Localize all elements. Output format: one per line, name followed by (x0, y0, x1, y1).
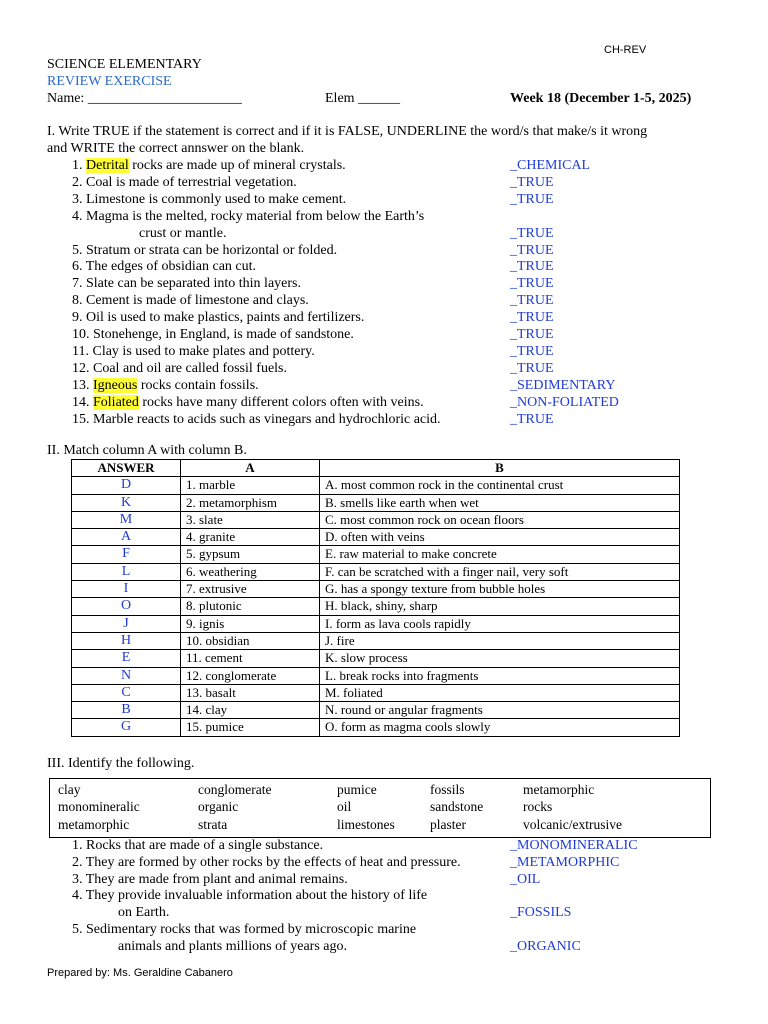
table-row (72, 684, 680, 701)
identify-question: 3. They are made from plant and animal remains. (72, 871, 348, 887)
column-b-cell: I. form as lava cools rapidly (320, 615, 680, 632)
question-number: 2. (72, 174, 86, 190)
column-b-cell: B. smells like earth when wet (320, 494, 680, 511)
column-a-cell: 10. obsidian (181, 632, 320, 649)
column-b-cell: K. slow process (320, 650, 680, 667)
answer-cell: M (72, 511, 181, 528)
table-row (72, 511, 680, 528)
answer-text: _ORGANIC (510, 938, 581, 954)
answer-text: _TRUE (510, 225, 554, 241)
answer-text: _TRUE (510, 174, 554, 190)
question-number: 11. (72, 343, 93, 359)
word-bank-word: pumice (337, 782, 377, 797)
column-a-cell: 7. extrusive (181, 581, 320, 598)
column-b-cell: O. form as magma cools slowly (320, 719, 680, 736)
word-bank-word: sandstone (430, 799, 484, 815)
answer-text: _SEDIMENTARY (510, 377, 616, 393)
question-text: The edges of obsidian can cut. (85, 259, 257, 275)
question-text: Oil is used to make plastics, paints and fertilizers. (86, 310, 365, 326)
question-item (72, 378, 259, 394)
word-bank-word: strata (198, 816, 228, 832)
column-a-cell: 15. pumice (181, 719, 320, 736)
question-text: rocks are made up of mineral crystals. (128, 158, 346, 173)
question-text: Limestone is commonly used to make cement. (86, 191, 347, 207)
answer-text: _MONOMINERALIC (510, 838, 638, 853)
part1-instruction-line2: and WRITE the correct annswer on the blank. (47, 141, 305, 156)
question-text: Magma is the melted, rocky material from below the Earth’s (86, 208, 425, 224)
question-item (72, 259, 256, 275)
answer-text: _TRUE (510, 327, 554, 342)
word-bank-word: rocks (523, 799, 553, 815)
column-b-cell: E. raw material to make concrete (320, 546, 680, 563)
word-bank-word: plaster (430, 816, 466, 832)
word-bank-word: metamorphic (58, 816, 130, 832)
question-number: 12. (72, 360, 93, 376)
column-a-cell: 11. cement (181, 650, 320, 667)
answer-cell: K (72, 494, 181, 511)
question-text: Cement is made of limestone and clays. (86, 293, 309, 309)
week-label: Week 18 (December 1-5, 2025) (510, 91, 692, 106)
answer-cell: E (72, 650, 181, 667)
table-row (72, 667, 680, 684)
question-number: 7. (72, 276, 86, 292)
question-item (72, 192, 346, 208)
answer-text: _TRUE (510, 310, 554, 326)
column-b-cell: J. fire (320, 632, 680, 649)
question-text: Clay is used to make plates and pottery. (92, 343, 315, 359)
part1-instruction-line1: I. Write TRUE if the statement is correct and if it is FALSE, UNDERLINE the word/s that make/s it wrong (47, 124, 648, 139)
word-bank-word: monomineralic (58, 799, 140, 815)
table-row (72, 563, 680, 580)
table-row (72, 477, 680, 494)
word-bank-word: conglomerate (198, 782, 272, 797)
question-number: 4. (72, 208, 86, 224)
answer-text: _TRUE (510, 242, 554, 258)
column-a-cell: 12. conglomerate (181, 667, 320, 684)
elem-label: Elem ______ (325, 91, 401, 106)
column-b-cell: M. foliated (320, 684, 680, 701)
header-b: B (320, 460, 680, 477)
header-a: A (181, 460, 320, 477)
identify-question: 4. They provide invaluable information about the history of life (72, 888, 428, 904)
answer-cell: O (72, 598, 181, 615)
question-text: Marble reacts to acids such as vinegars and hydrochloric acid. (93, 411, 441, 427)
column-a-cell: 13. basalt (181, 684, 320, 701)
column-a-cell: 6. weathering (181, 563, 320, 580)
answer-text: _FOSSILS (510, 905, 572, 921)
answer-text: _CHEMICAL (510, 158, 591, 173)
table-row (72, 529, 680, 546)
table-row (72, 719, 680, 736)
prepared-by: Prepared by: Ms. Geraldine Cabanero (47, 967, 233, 979)
question-continuation: on Earth. (118, 905, 170, 921)
question-item (72, 293, 309, 309)
question-item (72, 361, 287, 377)
table-header-row (72, 460, 680, 477)
column-a-cell: 4. granite (181, 529, 320, 546)
table-row (72, 632, 680, 649)
header-answer: ANSWER (72, 460, 181, 477)
word-bank-word: oil (337, 799, 352, 815)
question-item (72, 276, 301, 292)
highlighted-word: Detrital (86, 158, 129, 173)
answer-text: _TRUE (510, 343, 554, 359)
answer-cell: H (72, 632, 181, 649)
answer-cell: C (72, 684, 181, 701)
question-text: rocks have many different colors often with veins. (138, 394, 424, 410)
question-number: 9. (72, 310, 86, 326)
identify-question: 1. Rocks that are made of a single substance. (72, 838, 324, 853)
table-row (72, 494, 680, 511)
question-continuation: animals and plants millions of years ago. (118, 938, 348, 954)
question-number: 8. (72, 293, 86, 309)
question-item (72, 209, 424, 225)
subject-title: SCIENCE ELEMENTARY (47, 57, 202, 72)
word-bank-word: clay (58, 782, 81, 797)
highlighted-word: Foliated (93, 394, 139, 410)
column-a-cell: 8. plutonic (181, 598, 320, 615)
column-b-cell: G. has a spongy texture from bubble holes (320, 581, 680, 598)
word-bank-word: volcanic/extrusive (523, 816, 622, 832)
column-a-cell: 5. gypsum (181, 546, 320, 563)
column-a-cell: 9. ignis (181, 615, 320, 632)
table-row (72, 546, 680, 563)
question-text: rocks contain fossils. (137, 377, 259, 393)
question-number: 14. (72, 394, 93, 410)
answer-cell: F (72, 546, 181, 563)
question-item (72, 243, 337, 259)
question-number: 6. (72, 259, 86, 275)
word-bank-word: limestones (337, 816, 395, 832)
answer-cell: N (72, 667, 181, 684)
table-row (72, 581, 680, 598)
answer-cell: B (72, 702, 181, 719)
table-row (72, 598, 680, 615)
answer-cell: A (72, 529, 181, 546)
question-text: Stonehenge, in England, is made of sandstone. (93, 327, 354, 342)
question-continuation: crust or mantle. (139, 225, 227, 241)
word-bank-word: fossils (430, 782, 465, 797)
question-item (72, 344, 315, 360)
column-b-cell: C. most common rock on ocean floors (320, 511, 680, 528)
column-b-cell: A. most common rock in the continental crust (320, 477, 680, 494)
answer-text: _TRUE (510, 276, 554, 292)
column-a-cell: 14. clay (181, 702, 320, 719)
part2-instruction: II. Match column A with column B. (47, 443, 247, 458)
question-text: Coal and oil are called fossil fuels. (93, 360, 287, 376)
answer-text: _TRUE (510, 360, 554, 376)
answer-text: _METAMORPHIC (510, 854, 620, 870)
answer-cell: J (72, 615, 181, 632)
question-item (72, 310, 364, 326)
question-item (72, 412, 441, 428)
answer-cell: G (72, 719, 181, 736)
answer-cell: L (72, 563, 181, 580)
column-a-cell: 3. slate (181, 511, 320, 528)
question-text: Coal is made of terrestrial vegetation. (86, 174, 297, 190)
question-number: 10. (72, 327, 93, 342)
column-b-cell: N. round or angular fragments (320, 702, 680, 719)
column-a-cell: 1. marble (181, 477, 320, 494)
word-bank-word: metamorphic (523, 782, 595, 797)
document-code: CH-REV (604, 44, 647, 56)
question-number: 13. (72, 377, 93, 393)
question-item (72, 395, 424, 411)
page-title: REVIEW EXERCISE (47, 74, 172, 89)
answer-cell: I (72, 581, 181, 598)
identify-question: 5. Sedimentary rocks that was formed by microscopic marine (72, 922, 417, 937)
question-number: 5. (72, 242, 86, 258)
identify-question: 2. They are formed by other rocks by the effects of heat and pressure. (72, 854, 461, 870)
question-number: 1. (72, 158, 86, 173)
column-b-cell: F. can be scratched with a finger nail, very soft (320, 563, 680, 580)
answer-text: _TRUE (510, 191, 554, 207)
question-number: 3. (72, 191, 86, 207)
column-b-cell: D. often with veins (320, 529, 680, 546)
question-item (72, 327, 354, 343)
column-b-cell: L. break rocks into fragments (320, 667, 680, 684)
answer-text: _OIL (510, 871, 541, 887)
table-row (72, 615, 680, 632)
question-item (72, 158, 346, 174)
table-row (72, 650, 680, 667)
name-label: Name: ______________________ (47, 91, 242, 106)
part3-instruction: III. Identify the following. (47, 756, 195, 771)
matching-table (71, 459, 680, 737)
answer-cell: D (72, 477, 181, 494)
question-text: Stratum or strata can be horizontal or folded. (86, 242, 338, 258)
answer-text: _TRUE (510, 259, 554, 275)
answer-text: _TRUE (510, 293, 554, 309)
answer-text: _NON-FOLIATED (510, 394, 619, 410)
question-number: 15. (72, 411, 93, 427)
question-item (72, 175, 297, 191)
column-a-cell: 2. metamorphism (181, 494, 320, 511)
column-b-cell: H. black, shiny, sharp (320, 598, 680, 615)
highlighted-word: Igneous (93, 377, 138, 393)
answer-text: _TRUE (510, 411, 554, 427)
word-bank-word: organic (198, 799, 239, 815)
table-row (72, 702, 680, 719)
question-text: Slate can be separated into thin layers. (86, 276, 301, 292)
